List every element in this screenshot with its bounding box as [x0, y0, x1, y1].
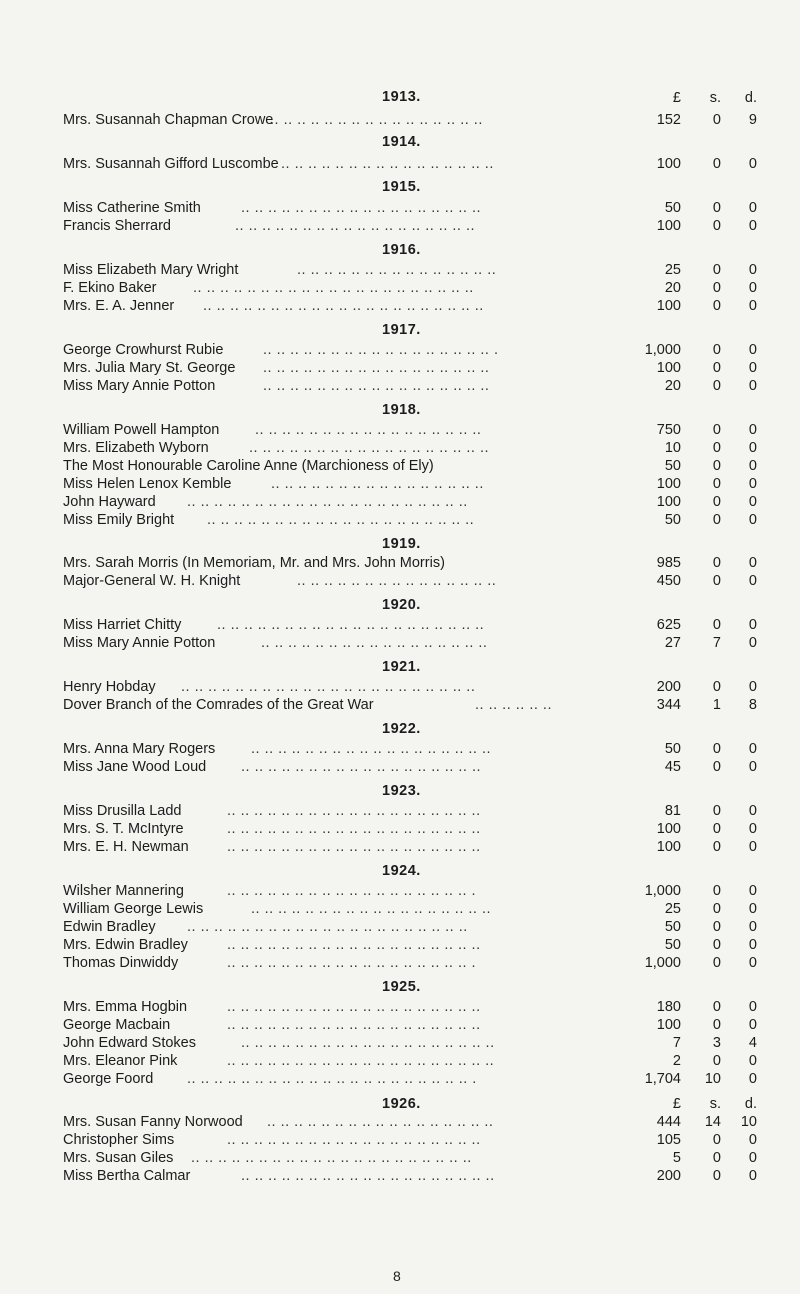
- bequest-row: [63, 476, 763, 494]
- donor-name: Mrs. Elizabeth Wyborn: [63, 440, 209, 456]
- amount-shillings: 0: [712, 280, 721, 296]
- amount-pounds: 1,000: [644, 955, 681, 971]
- shillings-header: s.: [709, 1096, 721, 1112]
- amount-shillings: 0: [712, 803, 721, 819]
- dot-leader: .. .. .. .. .. .. .. .. .. .. .. .. .. .. .. .. .. .. ..: [227, 937, 481, 953]
- amount-shillings: 0: [712, 476, 721, 492]
- amount-shillings: 0: [712, 821, 721, 837]
- amount-shillings: 0: [712, 298, 721, 314]
- amount-pence: 0: [748, 512, 757, 528]
- amount-shillings: 0: [712, 512, 721, 528]
- dot-leader: .. .. .. .. .. .. .. .. .. .. .. .. .. .. .. .. .. .. .. .. .. .: [187, 1071, 477, 1087]
- amount-pounds: 25: [664, 901, 681, 917]
- dot-leader: .. .. .. .. .. .. .. .. .. .. .. .. .. .. .. .. .. ..: [241, 759, 482, 775]
- bequest-row: [63, 360, 763, 378]
- bequest-row: [63, 378, 763, 396]
- amount-pounds: 200: [656, 679, 681, 695]
- amount-pence: 0: [748, 1168, 757, 1184]
- amount-shillings: 3: [712, 1035, 721, 1051]
- donor-name: Mrs. Anna Mary Rogers: [63, 741, 216, 757]
- bequest-row: [63, 955, 763, 973]
- donor-name: John Hayward: [63, 494, 156, 510]
- donor-name: Miss Emily Bright: [63, 512, 175, 528]
- amount-shillings: 0: [712, 156, 721, 172]
- amount-pence: 0: [748, 999, 757, 1015]
- amount-shillings: 0: [712, 839, 721, 855]
- donor-name: Francis Sherrard: [63, 218, 171, 234]
- amount-pounds: 10: [664, 440, 681, 456]
- amount-pence: 0: [748, 1071, 757, 1087]
- donor-name: Mrs. Sarah Morris (In Memoriam, Mr. and Mrs. John Morris): [63, 555, 445, 571]
- amount-pence: 0: [748, 741, 757, 757]
- bequest-row: [63, 342, 763, 360]
- year-heading: 1914.: [382, 134, 421, 150]
- amount-pence: 0: [748, 1150, 757, 1166]
- amount-pence: 0: [748, 617, 757, 633]
- amount-pence: 0: [748, 458, 757, 474]
- amount-pence: 0: [748, 1132, 757, 1148]
- donor-name: Mrs. Emma Hogbin: [63, 999, 188, 1015]
- bequest-row: [63, 919, 763, 937]
- year-heading: 1921.: [382, 659, 421, 675]
- bequest-row: [63, 298, 763, 316]
- amount-shillings: 0: [712, 494, 721, 510]
- donor-name: Edwin Bradley: [63, 919, 156, 935]
- dot-leader: .. .. .. .. .. .. .. .. .. .. .. .. .. .. .. .. .. .. ..: [227, 821, 481, 837]
- dot-leader: .. .. .. .. .. .. .. .. .. .. .. .. .. .. .. .. .. .. .. .. .. ..: [181, 679, 476, 695]
- dot-leader: .. .. .. .. .. ..: [475, 697, 552, 713]
- dot-leader: .. .. .. .. .. .. .. .. .. .. .. .. .. .. .. .. .. .. .: [227, 883, 477, 899]
- amount-pounds: 100: [656, 360, 681, 376]
- dot-leader: .. .. .. .. .. .. .. .. .. .. .. .. .. .. .. .. ..: [263, 378, 490, 394]
- year-heading: 1918.: [382, 402, 421, 418]
- donor-name: Mrs. Susan Giles: [63, 1150, 174, 1166]
- amount-pounds: 1,000: [644, 342, 681, 358]
- amount-pence: 0: [748, 422, 757, 438]
- bequest-row: [63, 200, 763, 218]
- amount-pence: 0: [748, 679, 757, 695]
- amount-shillings: 0: [712, 555, 721, 571]
- bequest-row: [63, 617, 763, 635]
- bequest-row: [63, 512, 763, 530]
- amount-shillings: 0: [712, 458, 721, 474]
- year-heading: 1920.: [382, 597, 421, 613]
- amount-pence: 0: [748, 440, 757, 456]
- amount-shillings: 0: [712, 422, 721, 438]
- amount-pounds: 1,000: [644, 883, 681, 899]
- amount-pounds: 1,704: [644, 1071, 681, 1087]
- donor-name: Mrs. S. T. McIntyre: [63, 821, 184, 837]
- bequest-row: [63, 440, 763, 458]
- bequest-row: [63, 759, 763, 777]
- amount-pence: 0: [748, 1053, 757, 1069]
- amount-pounds: 180: [656, 999, 681, 1015]
- donor-name: George Macbain: [63, 1017, 171, 1033]
- donor-name: Mrs. Edwin Bradley: [63, 937, 188, 953]
- amount-pence: 0: [748, 360, 757, 376]
- donor-name: Major-General W. H. Knight: [63, 573, 241, 589]
- year-heading: 1913.: [382, 89, 421, 105]
- amount-shillings: 0: [712, 262, 721, 278]
- bequest-row: [63, 1017, 763, 1035]
- shillings-header: s.: [709, 90, 721, 106]
- bequest-row: [63, 555, 763, 573]
- amount-pounds: 985: [656, 555, 681, 571]
- dot-leader: .. .. .. .. .. .. .. .. .. .. .. .. .. .. .. .. .. ..: [251, 901, 492, 917]
- bequest-row: [63, 883, 763, 901]
- donor-name: The Most Honourable Caroline Anne (Marchioness of Ely): [63, 458, 434, 474]
- amount-shillings: 0: [712, 1017, 721, 1033]
- year-heading: 1923.: [382, 783, 421, 799]
- amount-pence: 8: [748, 697, 757, 713]
- amount-shillings: 0: [712, 999, 721, 1015]
- amount-pounds: 105: [656, 1132, 681, 1148]
- amount-shillings: 0: [712, 1150, 721, 1166]
- amount-pounds: 100: [656, 298, 681, 314]
- amount-shillings: 0: [712, 573, 721, 589]
- amount-pence: 0: [748, 901, 757, 917]
- amount-pounds: 45: [664, 759, 681, 775]
- year-heading: 1917.: [382, 322, 421, 338]
- donor-name: George Crowhurst Rubie: [63, 342, 224, 358]
- donor-name: Dover Branch of the Comrades of the Great War: [63, 697, 374, 713]
- bequest-row: [63, 112, 763, 130]
- amount-pence: 0: [748, 955, 757, 971]
- donor-name: F. Ekino Baker: [63, 280, 157, 296]
- year-heading: 1925.: [382, 979, 421, 995]
- bequest-row: [63, 901, 763, 919]
- dot-leader: .. .. .. .. .. .. .. .. .. .. .. .. .. .. .. .. .. .: [263, 342, 499, 358]
- dot-leader: .. .. .. .. .. .. .. .. .. .. .. .. .. .. .. ..: [270, 112, 483, 128]
- bequest-row: [63, 1053, 763, 1071]
- amount-pounds: 50: [664, 937, 681, 953]
- bequest-row: [63, 262, 763, 280]
- bequest-row: [63, 635, 763, 653]
- dot-leader: .. .. .. .. .. .. .. .. .. .. .. .. .. .. .. .. .. .. ..: [241, 1035, 495, 1051]
- amount-pence: 0: [748, 476, 757, 492]
- amount-shillings: 0: [712, 1053, 721, 1069]
- amount-shillings: 0: [712, 1132, 721, 1148]
- donor-name: Miss Catherine Smith: [63, 200, 201, 216]
- amount-pounds: 50: [664, 458, 681, 474]
- amount-pounds: 444: [656, 1114, 681, 1130]
- amount-pounds: 100: [656, 494, 681, 510]
- amount-shillings: 10: [704, 1071, 721, 1087]
- amount-pounds: 25: [664, 262, 681, 278]
- donor-name: Miss Jane Wood Loud: [63, 759, 207, 775]
- year-heading: 1919.: [382, 536, 421, 552]
- donor-name: Mrs. Susan Fanny Norwood: [63, 1114, 243, 1130]
- donor-name: Thomas Dinwiddy: [63, 955, 179, 971]
- amount-shillings: 0: [712, 1168, 721, 1184]
- amount-pence: 0: [748, 494, 757, 510]
- amount-pence: 0: [748, 937, 757, 953]
- pounds-header: £: [672, 90, 681, 106]
- dot-leader: .. .. .. .. .. .. .. .. .. .. .. .. .. .. .. .. .. .. .. .. ..: [203, 298, 484, 314]
- amount-pence: 0: [748, 156, 757, 172]
- bequest-row: [63, 1168, 763, 1186]
- amount-shillings: 0: [712, 200, 721, 216]
- amount-shillings: 0: [712, 617, 721, 633]
- dot-leader: .. .. .. .. .. .. .. .. .. .. .. .. .. .. .. .. .. .. ..: [227, 1132, 481, 1148]
- bequest-row: [63, 679, 763, 697]
- amount-pence: 0: [748, 573, 757, 589]
- amount-shillings: 0: [712, 741, 721, 757]
- amount-pounds: 100: [656, 156, 681, 172]
- amount-pounds: 27: [664, 635, 681, 651]
- bequest-row: [63, 839, 763, 857]
- amount-pounds: 200: [656, 1168, 681, 1184]
- amount-pence: 9: [748, 112, 757, 128]
- dot-leader: .. .. .. .. .. .. .. .. .. .. .. .. .. .. .. .. .. ..: [241, 200, 482, 216]
- dot-leader: .. .. .. .. .. .. .. .. .. .. .. .. .. .. .. .. .. .. ..: [227, 1017, 481, 1033]
- year-heading: 1915.: [382, 179, 421, 195]
- amount-pounds: 100: [656, 1017, 681, 1033]
- year-heading: 1926.: [382, 1096, 421, 1112]
- donor-name: William George Lewis: [63, 901, 204, 917]
- amount-pence: 0: [748, 821, 757, 837]
- donor-name: Miss Harriet Chitty: [63, 617, 182, 633]
- amount-pence: 0: [748, 555, 757, 571]
- amount-pounds: 100: [656, 218, 681, 234]
- donor-name: Mrs. Susannah Gifford Luscombe: [63, 156, 279, 172]
- bequest-row: [63, 156, 763, 174]
- amount-pounds: 50: [664, 919, 681, 935]
- dot-leader: .. .. .. .. .. .. .. .. .. .. .. .. .. .. .. .. .. ..: [251, 741, 492, 757]
- amount-pounds: 750: [656, 422, 681, 438]
- amount-pence: 0: [748, 839, 757, 855]
- donor-name: Mrs. Julia Mary St. George: [63, 360, 236, 376]
- bequest-row: [63, 697, 763, 715]
- amount-shillings: 0: [712, 679, 721, 695]
- amount-pence: 0: [748, 280, 757, 296]
- dot-leader: .. .. .. .. .. .. .. .. .. .. .. .. .. .. .. .. ..: [255, 422, 482, 438]
- dot-leader: .. .. .. .. .. .. .. .. .. .. .. .. .. .. .. .. .. .. ..: [241, 1168, 495, 1184]
- amount-pence: 0: [748, 262, 757, 278]
- dot-leader: .. .. .. .. .. .. .. .. .. .. .. .. .. .. .. .. .. ..: [249, 440, 490, 456]
- amount-pence: 0: [748, 200, 757, 216]
- donor-name: Miss Elizabeth Mary Wright: [63, 262, 239, 278]
- amount-shillings: 0: [712, 218, 721, 234]
- amount-shillings: 0: [712, 342, 721, 358]
- amount-pence: 0: [748, 635, 757, 651]
- year-heading: 1922.: [382, 721, 421, 737]
- donor-name: Miss Mary Annie Potton: [63, 635, 216, 651]
- year-heading: 1916.: [382, 242, 421, 258]
- amount-shillings: 14: [704, 1114, 721, 1130]
- donor-name: Henry Hobday: [63, 679, 156, 695]
- currency-header-bottom: [63, 1096, 763, 1114]
- amount-pounds: 7: [672, 1035, 681, 1051]
- pence-header: d.: [744, 1096, 757, 1112]
- amount-shillings: 7: [712, 635, 721, 651]
- pence-header: d.: [744, 90, 757, 106]
- donor-name: Mrs. Eleanor Pink: [63, 1053, 178, 1069]
- dot-leader: .. .. .. .. .. .. .. .. .. .. .. .. .. .. .. .. .. .. ..: [227, 999, 481, 1015]
- donor-name: Wilsher Mannering: [63, 883, 184, 899]
- bequest-row: [63, 573, 763, 591]
- dot-leader: .. .. .. .. .. .. .. .. .. .. .. .. .. .. .. .. .. .. ..: [227, 803, 481, 819]
- bequest-row: [63, 458, 763, 476]
- dot-leader: .. .. .. .. .. .. .. .. .. .. .. .. .. .. .. .. .. .. .. ..: [207, 512, 475, 528]
- page-number: 8: [393, 1268, 401, 1284]
- dot-leader: .. .. .. .. .. .. .. .. .. .. .. .. .. .. .. .. .. .. .. .. ..: [191, 1150, 472, 1166]
- dot-leader: .. .. .. .. .. .. .. .. .. .. .. .. .. .. .. ..: [271, 476, 484, 492]
- dot-leader: .. .. .. .. .. .. .. .. .. .. .. .. .. .. .. .. .. .. ..: [227, 839, 481, 855]
- dot-leader: .. .. .. .. .. .. .. .. .. .. .. .. .. .. .. .. .. .. .. .. ..: [187, 919, 468, 935]
- amount-pence: 0: [748, 919, 757, 935]
- amount-pence: 0: [748, 342, 757, 358]
- bequest-row: [63, 494, 763, 512]
- amount-pounds: 450: [656, 573, 681, 589]
- dot-leader: .. .. .. .. .. .. .. .. .. .. .. .. .. .. .. .. .. .. .. ..: [227, 1053, 495, 1069]
- bequest-row: [63, 821, 763, 839]
- bequest-row: [63, 1132, 763, 1150]
- amount-pence: 0: [748, 759, 757, 775]
- amount-shillings: 0: [712, 937, 721, 953]
- amount-pounds: 100: [656, 476, 681, 492]
- amount-shillings: 0: [712, 759, 721, 775]
- amount-pence: 10: [740, 1114, 757, 1130]
- pounds-header: £: [672, 1096, 681, 1112]
- amount-pounds: 2: [672, 1053, 681, 1069]
- donor-name: Miss Mary Annie Potton: [63, 378, 216, 394]
- amount-shillings: 0: [712, 901, 721, 917]
- bequest-row: [63, 1035, 763, 1053]
- dot-leader: .. .. .. .. .. .. .. .. .. .. .. .. .. .. ..: [297, 262, 497, 278]
- amount-pence: 0: [748, 378, 757, 394]
- amount-shillings: 0: [712, 378, 721, 394]
- bequest-row: [63, 1114, 763, 1132]
- bequest-row: [63, 280, 763, 298]
- donor-name: Miss Helen Lenox Kemble: [63, 476, 232, 492]
- amount-shillings: 1: [712, 697, 721, 713]
- bequest-row: [63, 937, 763, 955]
- donor-name: Mrs. E. A. Jenner: [63, 298, 175, 314]
- bequest-row: [63, 422, 763, 440]
- donor-name: Miss Bertha Calmar: [63, 1168, 191, 1184]
- amount-pounds: 20: [664, 280, 681, 296]
- bequest-row: [63, 1071, 763, 1089]
- donor-name: William Powell Hampton: [63, 422, 220, 438]
- dot-leader: .. .. .. .. .. .. .. .. .. .. .. .. .. .. .. .. ..: [261, 635, 488, 651]
- amount-pounds: 152: [656, 112, 681, 128]
- donor-name: George Foord: [63, 1071, 154, 1087]
- amount-pence: 4: [748, 1035, 757, 1051]
- amount-pence: 0: [748, 218, 757, 234]
- donor-name: John Edward Stokes: [63, 1035, 196, 1051]
- amount-shillings: 0: [712, 883, 721, 899]
- amount-pounds: 50: [664, 200, 681, 216]
- amount-shillings: 0: [712, 955, 721, 971]
- amount-pounds: 100: [656, 821, 681, 837]
- bequest-row: [63, 1150, 763, 1168]
- dot-leader: .. .. .. .. .. .. .. .. .. .. .. .. .. .. .. .. .. .. .. .. ..: [187, 494, 468, 510]
- dot-leader: .. .. .. .. .. .. .. .. .. .. .. .. .. .. .. ..: [281, 156, 494, 172]
- amount-pence: 0: [748, 298, 757, 314]
- bequest-row: [63, 218, 763, 236]
- bequest-row: [63, 999, 763, 1017]
- amount-pounds: 81: [664, 803, 681, 819]
- amount-shillings: 0: [712, 919, 721, 935]
- amount-pounds: 50: [664, 512, 681, 528]
- dot-leader: .. .. .. .. .. .. .. .. .. .. .. .. .. .. .. .. .. .. .: [227, 955, 477, 971]
- dot-leader: .. .. .. .. .. .. .. .. .. .. .. .. .. .. .. .. .. ..: [235, 218, 476, 234]
- donor-name: Miss Drusilla Ladd: [63, 803, 182, 819]
- bequest-row: [63, 741, 763, 759]
- dot-leader: .. .. .. .. .. .. .. .. .. .. .. .. .. .. .. .. ..: [267, 1114, 494, 1130]
- amount-pence: 0: [748, 803, 757, 819]
- amount-pounds: 344: [656, 697, 681, 713]
- dot-leader: .. .. .. .. .. .. .. .. .. .. .. .. .. .. .. .. ..: [263, 360, 490, 376]
- amount-pounds: 5: [672, 1150, 681, 1166]
- amount-pounds: 100: [656, 839, 681, 855]
- amount-pence: 0: [748, 883, 757, 899]
- amount-shillings: 0: [712, 112, 721, 128]
- dot-leader: .. .. .. .. .. .. .. .. .. .. .. .. .. .. ..: [297, 573, 497, 589]
- amount-pounds: 20: [664, 378, 681, 394]
- amount-pence: 0: [748, 1017, 757, 1033]
- amount-shillings: 0: [712, 360, 721, 376]
- amount-shillings: 0: [712, 440, 721, 456]
- amount-pounds: 50: [664, 741, 681, 757]
- dot-leader: .. .. .. .. .. .. .. .. .. .. .. .. .. .. .. .. .. .. .. ..: [217, 617, 485, 633]
- dot-leader: .. .. .. .. .. .. .. .. .. .. .. .. .. .. .. .. .. .. .. .. ..: [193, 280, 474, 296]
- donor-name: Mrs. E. H. Newman: [63, 839, 189, 855]
- donor-name: Mrs. Susannah Chapman Crowe: [63, 112, 274, 128]
- amount-pounds: 625: [656, 617, 681, 633]
- donor-name: Christopher Sims: [63, 1132, 175, 1148]
- year-heading: 1924.: [382, 863, 421, 879]
- bequest-row: [63, 803, 763, 821]
